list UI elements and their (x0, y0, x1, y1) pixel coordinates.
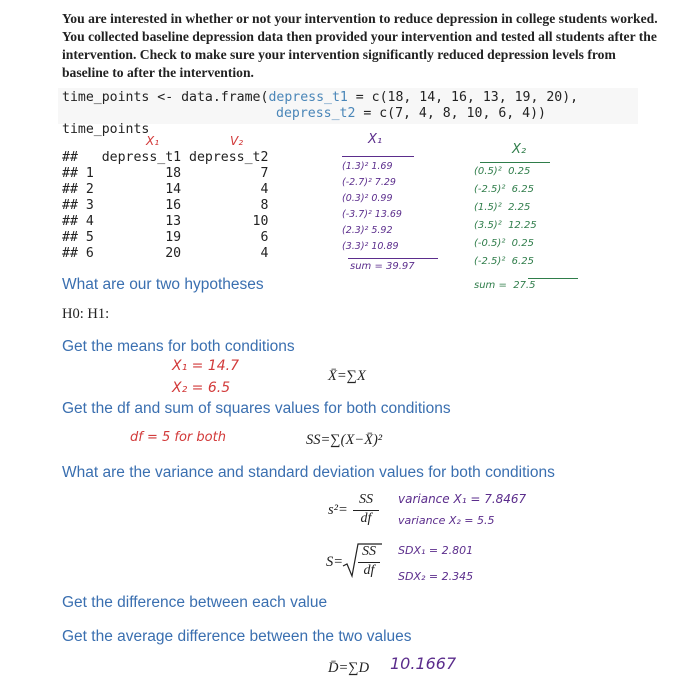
annot-mean-x2: X₂ = 6.5 (172, 380, 231, 396)
table-header: ## depress_t1 depress_t2 (62, 150, 269, 165)
annot-x1-head: X₁ (368, 132, 383, 147)
table-row: ## 3 16 8 (62, 198, 269, 213)
annot-x2-work: (3.5)² 12.25 (474, 220, 537, 231)
heading-difference: Get the difference between each value (62, 594, 328, 611)
code-line-2: depress_t2 = c(7, 4, 8, 10, 6, 4)) (276, 106, 546, 121)
variance-denominator: df (360, 511, 372, 526)
table-row: ## 2 14 4 (62, 182, 269, 197)
annot-x1-sum-rule (348, 258, 438, 259)
annot-var-x1: variance X₁ = 7.8467 (398, 492, 527, 506)
annot-x1-work: (-3.7)² 13.69 (342, 209, 402, 220)
annot-sd-x1: SDX₁ = 2.801 (398, 544, 474, 557)
sd-formula-lhs: S= (326, 554, 344, 570)
annot-x1-work: (3.3)² 10.89 (342, 241, 399, 252)
annot-x2-work: (-0.5)² 0.25 (474, 238, 534, 249)
table-row: ## 5 19 6 (62, 230, 269, 245)
heading-var-sd: What are the variance and standard deviation values for both conditions (62, 464, 555, 481)
annot-x2-work: (0.5)² 0.25 (474, 166, 531, 177)
annot-x2-work: (-2.5)² 6.25 (474, 256, 534, 267)
annot-x2-sum-rule (528, 278, 578, 279)
intro-paragraph: You are interested in whether or not your intervention to reduce depression in college students worked. You collected baseline depression data then provided your intervention and tested all students after the intervention. Check to make sure your intervention significantly reduced depression levels from baseline to after the intervention. (62, 11, 658, 80)
annot-x1-rule (342, 156, 414, 157)
code-line-1: time_points <- data.frame(depress_t1 = c(18, 14, 16, 13, 19, 20), (62, 90, 579, 105)
annot-x1-work: (0.3)² 0.99 (342, 193, 393, 204)
annot-x2-sum: sum = 27.5 (474, 280, 536, 291)
annot-col-x1: X₁ (146, 134, 160, 148)
annot-dbar: 10.1667 (390, 654, 457, 673)
variance-numerator: SS (359, 492, 373, 507)
sd-denominator: df (363, 563, 375, 578)
annot-x2-rule (480, 162, 550, 163)
variance-formula-lhs: s²= (328, 502, 348, 518)
annot-x1-work: (-2.7)² 7.29 (342, 177, 396, 188)
annot-df: df = 5 for both (130, 430, 226, 445)
annot-col-x2: V₂ (230, 134, 244, 148)
code-line-3: time_points (62, 122, 150, 137)
heading-means: Get the means for both conditions (62, 338, 295, 355)
annot-var-x2: variance X₂ = 5.5 (398, 514, 495, 527)
heading-df-ss: Get the df and sum of squares values for both conditions (62, 400, 451, 417)
annot-x1-work: (2.3)² 5.92 (342, 225, 393, 236)
annot-x1-work: (1.3)² 1.69 (342, 161, 393, 172)
hypotheses-line: H0: H1: (62, 306, 110, 322)
sd-numerator: SS (362, 544, 376, 559)
table-row: ## 4 13 10 (62, 214, 269, 229)
annot-x2-work: (-2.5)² 6.25 (474, 184, 534, 195)
table-row: ## 6 20 4 (62, 246, 269, 261)
annot-sd-x2: SDX₂ = 2.345 (398, 570, 474, 583)
heading-hypotheses: What are our two hypotheses (62, 276, 264, 293)
mean-formula: X̄=∑X (328, 368, 366, 384)
table-row: ## 1 18 7 (62, 166, 269, 181)
heading-avg-difference: Get the average difference between the two values (62, 628, 412, 645)
ss-formula: SS=∑(X−X̄)² (306, 432, 383, 448)
dbar-formula: D̄=∑D (328, 660, 370, 676)
annot-x2-work: (1.5)² 2.25 (474, 202, 531, 213)
annot-mean-x1: X₁ = 14.7 (172, 358, 240, 374)
annot-x1-sum: sum = 39.97 (350, 261, 415, 272)
annot-x2-head: X₂ (512, 142, 527, 157)
